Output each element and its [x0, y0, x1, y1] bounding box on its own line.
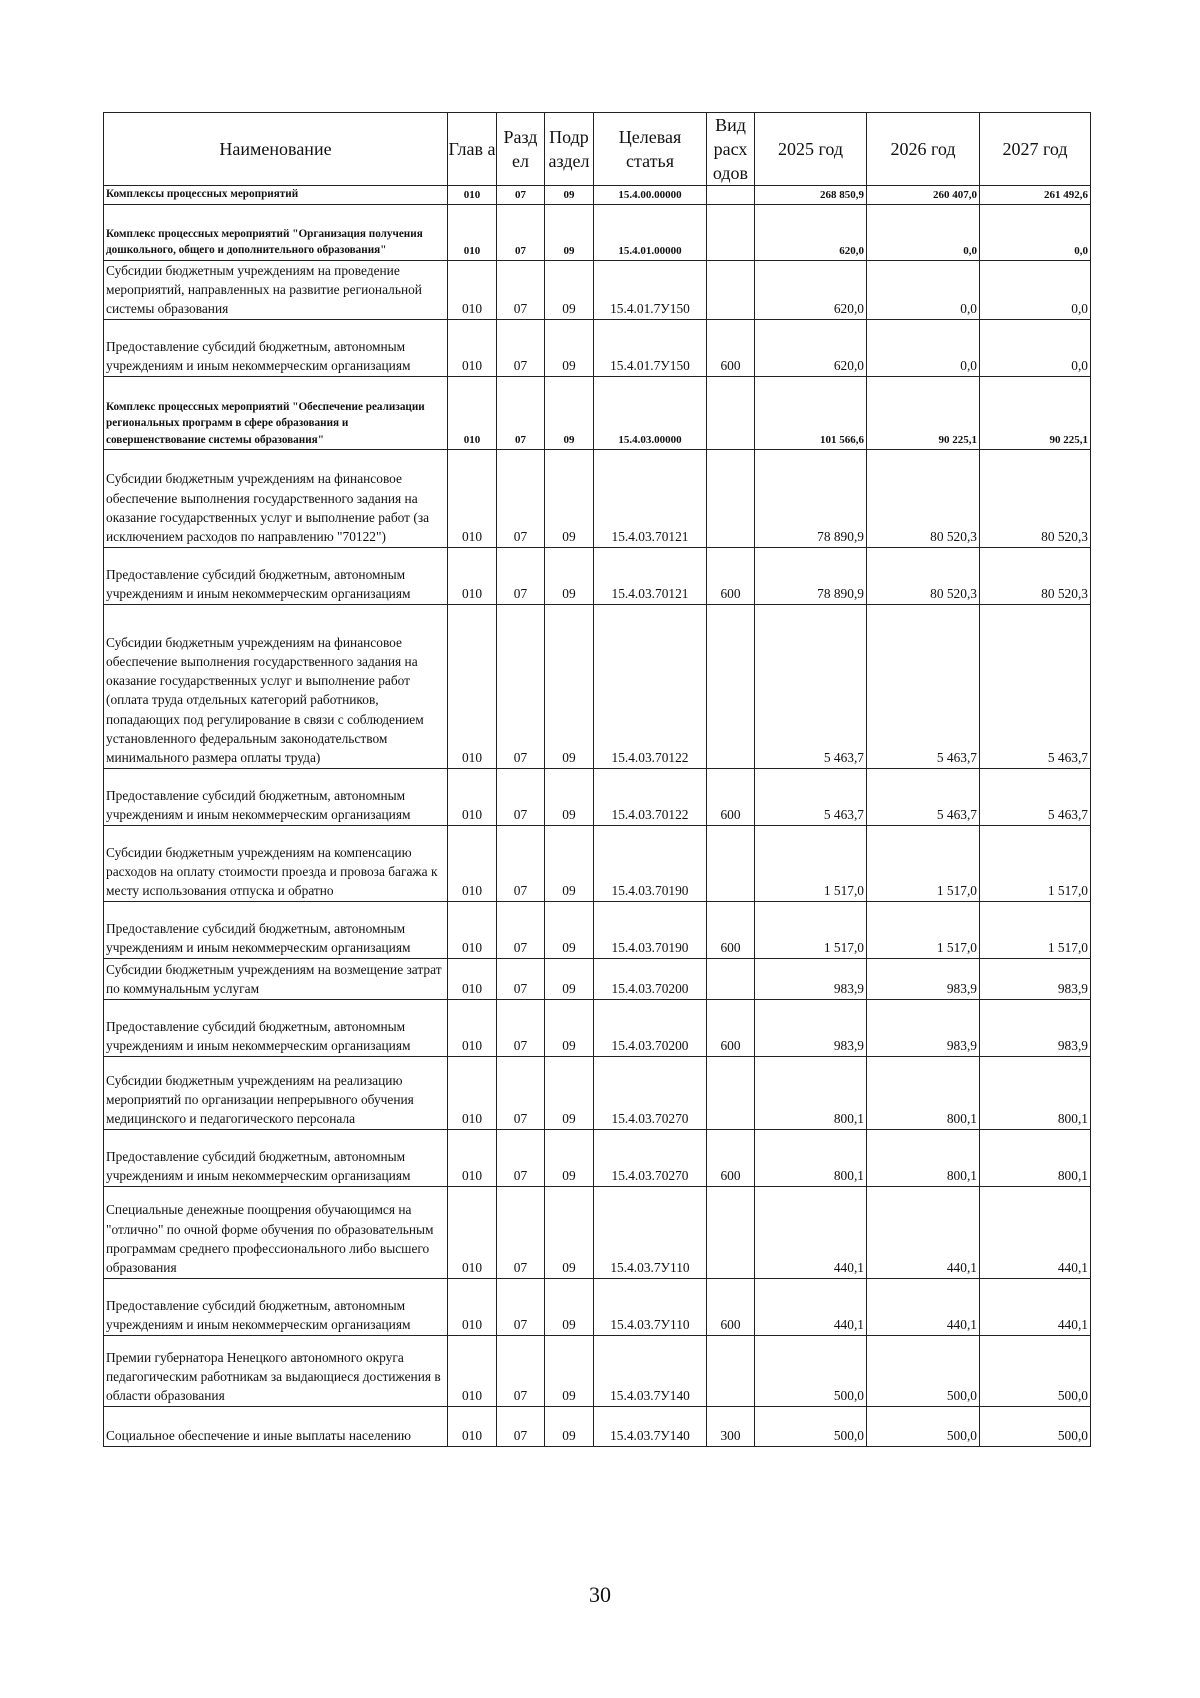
cell-name: Предоставление субсидий бюджетным, автономным учреждениям и иным некоммерческим организациям [104, 320, 448, 377]
cell-2025: 440,1 [755, 1279, 867, 1336]
cell-2026: 800,1 [867, 1130, 980, 1187]
cell-target: 15.4.03.70190 [594, 902, 707, 959]
cell-2027: 440,1 [980, 1279, 1091, 1336]
cell-2026: 5 463,7 [867, 605, 980, 769]
cell-2027: 1 517,0 [980, 826, 1091, 902]
cell-name: Комплекс процессных мероприятий "Организация получения дошкольного, общего и дополнительного образования" [104, 204, 448, 260]
cell-vid: 600 [707, 548, 755, 605]
cell-vid [707, 1336, 755, 1407]
cell-target: 15.4.03.70121 [594, 450, 707, 548]
table-row [104, 377, 1091, 450]
header-target: Целевая статья [594, 113, 707, 186]
cell-target: 15.4.01.7У150 [594, 260, 707, 320]
cell-2026: 80 520,3 [867, 548, 980, 605]
cell-name: Предоставление субсидий бюджетным, автономным учреждениям и иным некоммерческим организациям [104, 548, 448, 605]
cell-vid [707, 1057, 755, 1130]
cell-glava: 010 [448, 1187, 497, 1279]
cell-podrazdel: 09 [545, 769, 594, 826]
cell-name: Предоставление субсидий бюджетным, автономным учреждениям и иным некоммерческим организациям [104, 1130, 448, 1187]
cell-2026: 0,0 [867, 260, 980, 320]
cell-vid [707, 826, 755, 902]
cell-podrazdel: 09 [545, 1187, 594, 1279]
cell-razdel: 07 [497, 1279, 545, 1336]
cell-2025: 1 517,0 [755, 826, 867, 902]
cell-razdel: 07 [497, 548, 545, 605]
cell-target: 15.4.03.70190 [594, 826, 707, 902]
cell-2026: 5 463,7 [867, 769, 980, 826]
table-row [104, 1407, 1091, 1447]
cell-2026: 440,1 [867, 1187, 980, 1279]
cell-razdel: 07 [497, 186, 545, 205]
cell-2025: 800,1 [755, 1130, 867, 1187]
cell-podrazdel: 09 [545, 1407, 594, 1447]
cell-2026: 800,1 [867, 1057, 980, 1130]
cell-2025: 620,0 [755, 320, 867, 377]
table-row [104, 260, 1091, 320]
cell-glava: 010 [448, 1130, 497, 1187]
cell-name: Предоставление субсидий бюджетным, автономным учреждениям и иным некоммерческим организациям [104, 902, 448, 959]
cell-podrazdel: 09 [545, 548, 594, 605]
table-row [104, 450, 1091, 548]
cell-glava: 010 [448, 377, 497, 450]
cell-vid [707, 204, 755, 260]
header-vid: Вид расх одов [707, 113, 755, 186]
cell-2027: 983,9 [980, 1000, 1091, 1057]
cell-glava: 010 [448, 1000, 497, 1057]
header-2026: 2026 год [867, 113, 980, 186]
cell-2027: 500,0 [980, 1407, 1091, 1447]
cell-vid: 600 [707, 1130, 755, 1187]
cell-2026: 983,9 [867, 1000, 980, 1057]
cell-razdel: 07 [497, 1336, 545, 1407]
cell-2026: 90 225,1 [867, 377, 980, 450]
cell-glava: 010 [448, 1407, 497, 1447]
table-row [104, 1279, 1091, 1336]
cell-glava: 010 [448, 826, 497, 902]
cell-2025: 800,1 [755, 1057, 867, 1130]
cell-2025: 1 517,0 [755, 902, 867, 959]
cell-2027: 80 520,3 [980, 548, 1091, 605]
cell-2027: 800,1 [980, 1057, 1091, 1130]
cell-razdel: 07 [497, 959, 545, 1000]
cell-podrazdel: 09 [545, 260, 594, 320]
cell-razdel: 07 [497, 204, 545, 260]
cell-razdel: 07 [497, 450, 545, 548]
budget-table [103, 112, 1091, 1447]
cell-name: Субсидии бюджетным учреждениям на реализацию мероприятий по организации непрерывного обучения медицинского и педагогического персонала [104, 1057, 448, 1130]
cell-2026: 1 517,0 [867, 826, 980, 902]
cell-2026: 0,0 [867, 204, 980, 260]
cell-2027: 983,9 [980, 959, 1091, 1000]
table-row [104, 605, 1091, 769]
cell-2027: 0,0 [980, 204, 1091, 260]
cell-name: Субсидии бюджетным учреждениям на возмещение затрат по коммунальным услугам [104, 959, 448, 1000]
cell-podrazdel: 09 [545, 902, 594, 959]
cell-vid: 600 [707, 769, 755, 826]
cell-2026: 983,9 [867, 959, 980, 1000]
table-header-row [104, 113, 1091, 186]
cell-vid: 600 [707, 1000, 755, 1057]
cell-target: 15.4.03.70270 [594, 1130, 707, 1187]
table-row [104, 548, 1091, 605]
cell-glava: 010 [448, 320, 497, 377]
cell-glava: 010 [448, 1057, 497, 1130]
cell-podrazdel: 09 [545, 1279, 594, 1336]
cell-name: Комплексы процессных мероприятий [104, 186, 448, 205]
cell-2027: 90 225,1 [980, 377, 1091, 450]
cell-glava: 010 [448, 1336, 497, 1407]
cell-razdel: 07 [497, 826, 545, 902]
header-podrazdel: Подр аздел [545, 113, 594, 186]
cell-target: 15.4.03.70200 [594, 959, 707, 1000]
cell-2025: 620,0 [755, 204, 867, 260]
cell-target: 15.4.03.7У110 [594, 1187, 707, 1279]
cell-2026: 1 517,0 [867, 902, 980, 959]
cell-2027: 1 517,0 [980, 902, 1091, 959]
header-2025: 2025 год [755, 113, 867, 186]
cell-2025: 983,9 [755, 1000, 867, 1057]
cell-podrazdel: 09 [545, 450, 594, 548]
cell-podrazdel: 09 [545, 1336, 594, 1407]
cell-2026: 0,0 [867, 320, 980, 377]
cell-2027: 500,0 [980, 1336, 1091, 1407]
cell-2026: 80 520,3 [867, 450, 980, 548]
table-row [104, 1057, 1091, 1130]
cell-name: Субсидии бюджетным учреждениям на финансовое обеспечение выполнения государственного задания на оказание государственных услуг и выполнение работ (за исключением расходов по направлению "70122") [104, 450, 448, 548]
cell-name: Предоставление субсидий бюджетным, автономным учреждениям и иным некоммерческим организациям [104, 1279, 448, 1336]
cell-name: Субсидии бюджетным учреждениям на компенсацию расходов на оплату стоимости проезда и провоза багажа к месту использования отпуска и обратно [104, 826, 448, 902]
cell-target: 15.4.03.70200 [594, 1000, 707, 1057]
cell-glava: 010 [448, 186, 497, 205]
cell-target: 15.4.03.70122 [594, 769, 707, 826]
table-row [104, 1000, 1091, 1057]
cell-2027: 0,0 [980, 320, 1091, 377]
table-row [104, 1336, 1091, 1407]
cell-razdel: 07 [497, 1000, 545, 1057]
cell-razdel: 07 [497, 1057, 545, 1130]
cell-vid: 600 [707, 902, 755, 959]
cell-2025: 620,0 [755, 260, 867, 320]
cell-razdel: 07 [497, 1130, 545, 1187]
cell-vid [707, 186, 755, 205]
cell-2027: 5 463,7 [980, 605, 1091, 769]
cell-name: Комплекс процессных мероприятий "Обеспечение реализации региональных программ в сфере образования и совершенствование системы образования" [104, 377, 448, 450]
cell-2027: 440,1 [980, 1187, 1091, 1279]
cell-name: Социальное обеспечение и иные выплаты населению [104, 1407, 448, 1447]
cell-podrazdel: 09 [545, 1130, 594, 1187]
cell-2026: 500,0 [867, 1407, 980, 1447]
table-row [104, 1130, 1091, 1187]
cell-2025: 5 463,7 [755, 769, 867, 826]
cell-2027: 261 492,6 [980, 186, 1091, 205]
cell-2025: 101 566,6 [755, 377, 867, 450]
cell-target: 15.4.03.70121 [594, 548, 707, 605]
cell-podrazdel: 09 [545, 1000, 594, 1057]
cell-2025: 500,0 [755, 1407, 867, 1447]
table-row [104, 769, 1091, 826]
cell-vid: 300 [707, 1407, 755, 1447]
cell-target: 15.4.03.7У140 [594, 1407, 707, 1447]
cell-2025: 78 890,9 [755, 450, 867, 548]
cell-2027: 0,0 [980, 260, 1091, 320]
cell-razdel: 07 [497, 1407, 545, 1447]
cell-razdel: 07 [497, 260, 545, 320]
cell-target: 15.4.01.00000 [594, 204, 707, 260]
cell-glava: 010 [448, 1279, 497, 1336]
cell-podrazdel: 09 [545, 186, 594, 205]
cell-vid: 600 [707, 1279, 755, 1336]
cell-podrazdel: 09 [545, 204, 594, 260]
cell-glava: 010 [448, 902, 497, 959]
cell-vid [707, 260, 755, 320]
cell-2026: 260 407,0 [867, 186, 980, 205]
cell-podrazdel: 09 [545, 605, 594, 769]
cell-razdel: 07 [497, 377, 545, 450]
header-2027: 2027 год [980, 113, 1091, 186]
cell-podrazdel: 09 [545, 320, 594, 377]
header-glava: Глав а [448, 113, 497, 186]
cell-razdel: 07 [497, 605, 545, 769]
cell-2025: 440,1 [755, 1187, 867, 1279]
cell-2026: 500,0 [867, 1336, 980, 1407]
cell-razdel: 07 [497, 1187, 545, 1279]
header-razdel: Разд ел [497, 113, 545, 186]
cell-podrazdel: 09 [545, 1057, 594, 1130]
cell-name: Специальные денежные поощрения обучающимся на "отлично" по очной форме обучения по образовательным программам среднего профессионального либо высшего образования [104, 1187, 448, 1279]
table-row [104, 1187, 1091, 1279]
table-body [104, 186, 1091, 1447]
cell-2025: 5 463,7 [755, 605, 867, 769]
cell-name: Субсидии бюджетным учреждениям на проведение мероприятий, направленных на развитие региональной системы образования [104, 260, 448, 320]
table-row [104, 959, 1091, 1000]
cell-glava: 010 [448, 450, 497, 548]
cell-glava: 010 [448, 605, 497, 769]
table-row [104, 826, 1091, 902]
page-number: 30 [589, 1582, 611, 1607]
cell-razdel: 07 [497, 320, 545, 377]
cell-2026: 440,1 [867, 1279, 980, 1336]
cell-2025: 268 850,9 [755, 186, 867, 205]
cell-name: Предоставление субсидий бюджетным, автономным учреждениям и иным некоммерческим организациям [104, 769, 448, 826]
cell-2027: 5 463,7 [980, 769, 1091, 826]
cell-vid [707, 377, 755, 450]
cell-vid [707, 605, 755, 769]
cell-glava: 010 [448, 204, 497, 260]
cell-target: 15.4.03.70122 [594, 605, 707, 769]
cell-glava: 010 [448, 260, 497, 320]
cell-2025: 78 890,9 [755, 548, 867, 605]
cell-podrazdel: 09 [545, 377, 594, 450]
cell-2027: 80 520,3 [980, 450, 1091, 548]
cell-target: 15.4.01.7У150 [594, 320, 707, 377]
cell-name: Премии губернатора Ненецкого автономного округа педагогическим работникам за выдающиеся достижения в области образования [104, 1336, 448, 1407]
cell-glava: 010 [448, 769, 497, 826]
cell-target: 15.4.03.7У110 [594, 1279, 707, 1336]
cell-2025: 983,9 [755, 959, 867, 1000]
cell-razdel: 07 [497, 769, 545, 826]
cell-name: Субсидии бюджетным учреждениям на финансовое обеспечение выполнения государственного задания на оказание государственных услуг и выполнение работ (оплата труда отдельных категорий работников, попадающих под регулирование в связи с соблюдением установленного федеральным законодательством минимального размера оплаты труда) [104, 605, 448, 769]
table-row [104, 902, 1091, 959]
cell-2025: 500,0 [755, 1336, 867, 1407]
cell-target: 15.4.00.00000 [594, 186, 707, 205]
cell-glava: 010 [448, 548, 497, 605]
cell-vid [707, 450, 755, 548]
cell-2027: 800,1 [980, 1130, 1091, 1187]
cell-podrazdel: 09 [545, 826, 594, 902]
table-row [104, 204, 1091, 260]
cell-name: Предоставление субсидий бюджетным, автономным учреждениям и иным некоммерческим организациям [104, 1000, 448, 1057]
cell-target: 15.4.03.70270 [594, 1057, 707, 1130]
cell-vid [707, 959, 755, 1000]
cell-glava: 010 [448, 959, 497, 1000]
cell-target: 15.4.03.00000 [594, 377, 707, 450]
cell-razdel: 07 [497, 902, 545, 959]
header-name: Наименование [104, 113, 448, 186]
cell-vid [707, 1187, 755, 1279]
table-row [104, 186, 1091, 205]
cell-vid: 600 [707, 320, 755, 377]
table-row [104, 320, 1091, 377]
cell-podrazdel: 09 [545, 959, 594, 1000]
cell-target: 15.4.03.7У140 [594, 1336, 707, 1407]
